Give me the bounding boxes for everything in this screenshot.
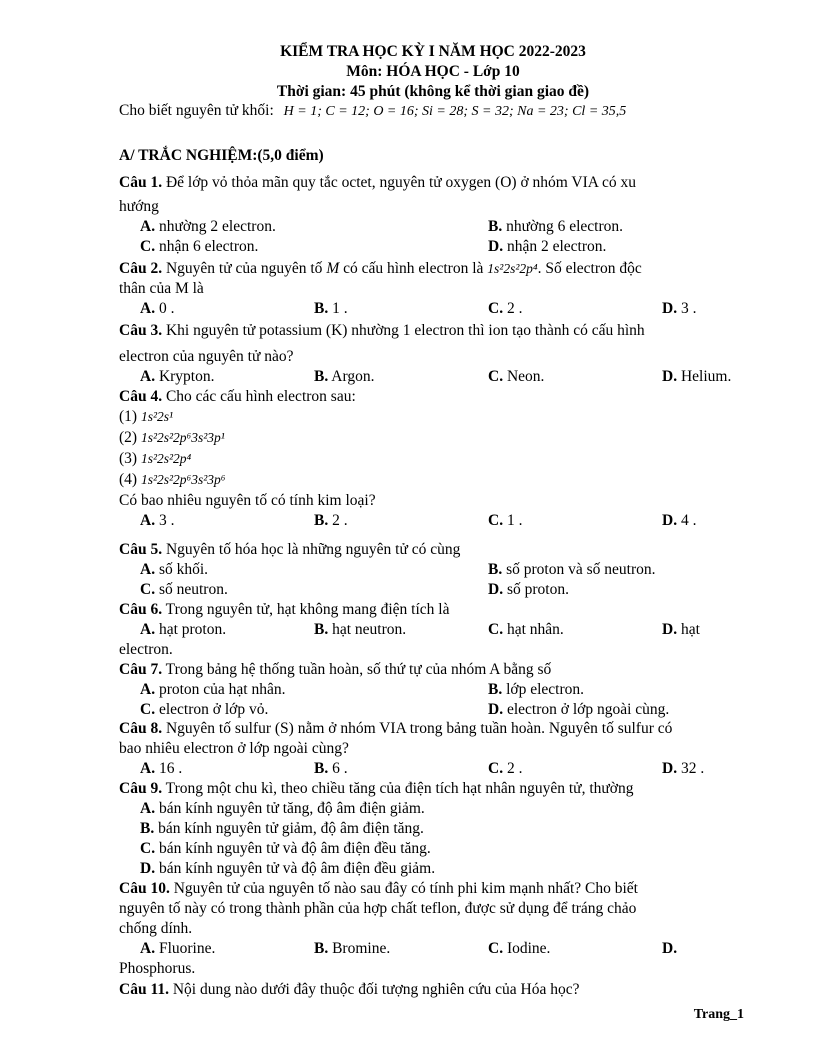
q7-options-row1 (119, 680, 739, 700)
q7-text: Trong bảng hệ thống tuần hoàn, số thứ tự của nhóm A bằng số (162, 661, 552, 678)
section-a-title: A/ TRẮC NGHIỆM:(5,0 điểm) (119, 147, 324, 164)
q8-option-c[interactable]: C. 2 . (488, 760, 523, 777)
q10-label: Câu 10. (119, 880, 170, 897)
question-10 (119, 879, 739, 979)
q3-text: Khi nguyên tử potassium (K) nhường 1 electron thì ion tạo thành có cấu hình (162, 322, 645, 339)
q1-option-b[interactable]: B. nhường 6 electron. (488, 218, 623, 235)
q3-option-d[interactable]: D. Helium. (662, 368, 732, 385)
q10-option-a[interactable]: A. Fluorine. (140, 940, 216, 957)
q4-options (119, 511, 739, 531)
q5-option-d[interactable]: D. số proton. (488, 581, 569, 598)
q10-option-c[interactable]: C. Iodine. (488, 940, 551, 957)
q3-text-cont: electron của nguyên tử nào? (119, 348, 294, 365)
q8-option-d[interactable]: D. 32 . (662, 760, 705, 777)
q4-config-4: (4) 1s²2s²2p⁶3s²3p⁶ (119, 471, 226, 488)
q10-option-d-cont: Phosphorus. (119, 960, 196, 977)
q1-options-row1 (119, 217, 739, 237)
q8-text-cont: bao nhiêu electron ở lớp ngoài cùng? (119, 740, 349, 757)
q2-option-a[interactable]: A. 0 . (140, 300, 175, 317)
q2-text-b: có cấu hình electron là (339, 260, 488, 277)
q6-label: Câu 6. (119, 601, 163, 618)
q9-label: Câu 9. (119, 780, 163, 797)
q4-text: Cho các cấu hình electron sau: (162, 388, 356, 405)
q6-option-c[interactable]: C. hạt nhân. (488, 621, 564, 638)
q6-options (119, 620, 739, 640)
q4-config-1: (1) 1s²2s¹ (119, 408, 174, 425)
question-6 (119, 600, 739, 660)
q6-option-d[interactable]: D. hạt (662, 621, 700, 638)
q3-option-b[interactable]: B. Argon. (314, 368, 375, 385)
question-3 (119, 321, 739, 387)
q4-option-b[interactable]: B. 2 . (314, 512, 348, 529)
q2-label: Câu 2. (119, 260, 163, 277)
q4-option-c[interactable]: C. 1 . (488, 512, 523, 529)
q9-option-a[interactable]: A. bán kính nguyên tử tăng, độ âm điện giảm. (140, 800, 425, 817)
q4-config-2: (2) 1s²2s²2p⁶3s²3p¹ (119, 429, 225, 446)
q4-option-a[interactable]: A. 3 . (140, 512, 175, 529)
q1-option-c[interactable]: C. nhận 6 electron. (140, 238, 259, 255)
section-a-heading (119, 146, 739, 166)
q10-options (119, 939, 739, 959)
q2-text-cont: thân của M là (119, 280, 204, 297)
q3-option-a[interactable]: A. Krypton. (140, 368, 215, 385)
q6-text: Trong nguyên tử, hạt không mang điện tích là (162, 601, 450, 618)
q8-option-a[interactable]: A. 16 . (140, 760, 183, 777)
time-line: Thời gian: 45 phút (không kể thời gian giao đề) (276, 83, 590, 100)
q2-element: M (326, 260, 340, 277)
question-8 (119, 719, 739, 779)
q3-options (119, 367, 739, 387)
q5-option-c[interactable]: C. số neutron. (140, 581, 228, 598)
q2-options (119, 299, 739, 319)
q1-options-row2 (119, 237, 739, 257)
atomic-mass-values: H = 1; C = 12; O = 16; Si = 28; S = 32; Na = 23; Cl = 35,5 (283, 104, 627, 119)
question-4 (119, 387, 739, 531)
q8-option-b[interactable]: B. 6 . (314, 760, 348, 777)
exam-title: KIỂM TRA HỌC KỲ I NĂM HỌC 2022-2023 (280, 43, 586, 60)
q4-question: Có bao nhiêu nguyên tố có tính kim loại? (119, 492, 376, 509)
q9-text: Trong một chu kì, theo chiều tăng của điện tích hạt nhân nguyên tử, thường (162, 780, 634, 797)
page-number: Trang_1 (693, 1007, 744, 1022)
q5-option-a[interactable]: A. số khối. (140, 561, 209, 578)
q8-options (119, 759, 739, 779)
q1-option-d[interactable]: D. nhận 2 electron. (488, 238, 607, 255)
q2-text-a: Nguyên tử của nguyên tố (162, 260, 327, 277)
q8-label: Câu 8. (119, 720, 163, 737)
q10-option-b[interactable]: B. Bromine. (314, 940, 391, 957)
q5-options-row2 (119, 580, 739, 600)
q6-option-d-cont: electron. (119, 641, 173, 658)
q6-option-a[interactable]: A. hạt proton. (140, 621, 227, 638)
atomic-mass-line (119, 101, 739, 121)
q7-label: Câu 7. (119, 661, 163, 678)
q7-option-a[interactable]: A. proton của hạt nhân. (140, 681, 286, 698)
question-9 (119, 779, 739, 879)
q4-config-3: (3) 1s²2s²2p⁴ (119, 450, 192, 467)
q1-text: Để lớp vỏ thỏa mãn quy tắc octet, nguyên tử oxygen (O) ở nhóm VIA có xu (162, 174, 636, 191)
q2-option-b[interactable]: B. 1 . (314, 300, 348, 317)
atomic-mass-prefix: Cho biết nguyên tử khối: (119, 102, 274, 119)
q9-option-d[interactable]: D. bán kính nguyên tử và độ âm điện đều giảm. (140, 860, 436, 877)
q8-text: Nguyên tố sulfur (S) nằm ở nhóm VIA trong bảng tuần hoàn. Nguyên tố sulfur có (162, 720, 673, 737)
q3-label: Câu 3. (119, 322, 163, 339)
q5-option-b[interactable]: B. số proton và số neutron. (488, 561, 656, 578)
q7-options-row2 (119, 700, 739, 720)
q3-option-c[interactable]: C. Neon. (488, 368, 545, 385)
q4-label: Câu 4. (119, 388, 163, 405)
q5-text: Nguyên tố hóa học là những nguyên tử có cùng (162, 541, 461, 558)
q2-config: 1s²2s²2p⁴ (487, 261, 538, 276)
q10-text-cont: nguyên tố này có trong thành phần của hợp chất teflon, được sử dụng để tráng chảo (119, 900, 637, 917)
q7-option-c[interactable]: C. electron ở lớp vỏ. (140, 701, 269, 718)
q7-option-b[interactable]: B. lớp electron. (488, 681, 585, 698)
q5-options-row1 (119, 560, 739, 580)
question-5 (119, 540, 739, 600)
subject-line: Môn: HÓA HỌC - Lớp 10 (346, 63, 520, 80)
q11-text: Nội dung nào dưới đây thuộc đối tượng nghiên cứu của Hóa học? (168, 981, 580, 998)
q10-option-d[interactable]: D. (662, 940, 678, 957)
q7-option-d[interactable]: D. electron ở lớp ngoài cùng. (488, 701, 670, 718)
question-11 (119, 980, 739, 1000)
question-7 (119, 660, 739, 720)
q11-label: Câu 11. (119, 981, 169, 998)
q9-option-b[interactable]: B. bán kính nguyên tử giảm, độ âm điện tăng. (140, 820, 424, 837)
question-2 (119, 259, 739, 319)
q10-text-cont2: chống dính. (119, 920, 193, 937)
q1-option-a[interactable]: A. nhường 2 electron. (140, 218, 276, 235)
q2-option-c[interactable]: C. 2 . (488, 300, 523, 317)
q6-option-b[interactable]: B. hạt neutron. (314, 621, 407, 638)
q10-text: Nguyên tử của nguyên tố nào sau đây có tính phi kim mạnh nhất? Cho biết (169, 880, 638, 897)
exam-header (0, 42, 816, 102)
q1-label: Câu 1. (119, 174, 163, 191)
q5-label: Câu 5. (119, 541, 163, 558)
q2-text-c: . Số electron độc (537, 260, 642, 277)
q1-text-cont: hướng (119, 198, 159, 215)
q2-option-d[interactable]: D. 3 . (662, 300, 697, 317)
question-1 (119, 173, 739, 257)
q4-option-d[interactable]: D. 4 . (662, 512, 697, 529)
q9-option-c[interactable]: C. bán kính nguyên tử và độ âm điện đều tăng. (140, 840, 431, 857)
